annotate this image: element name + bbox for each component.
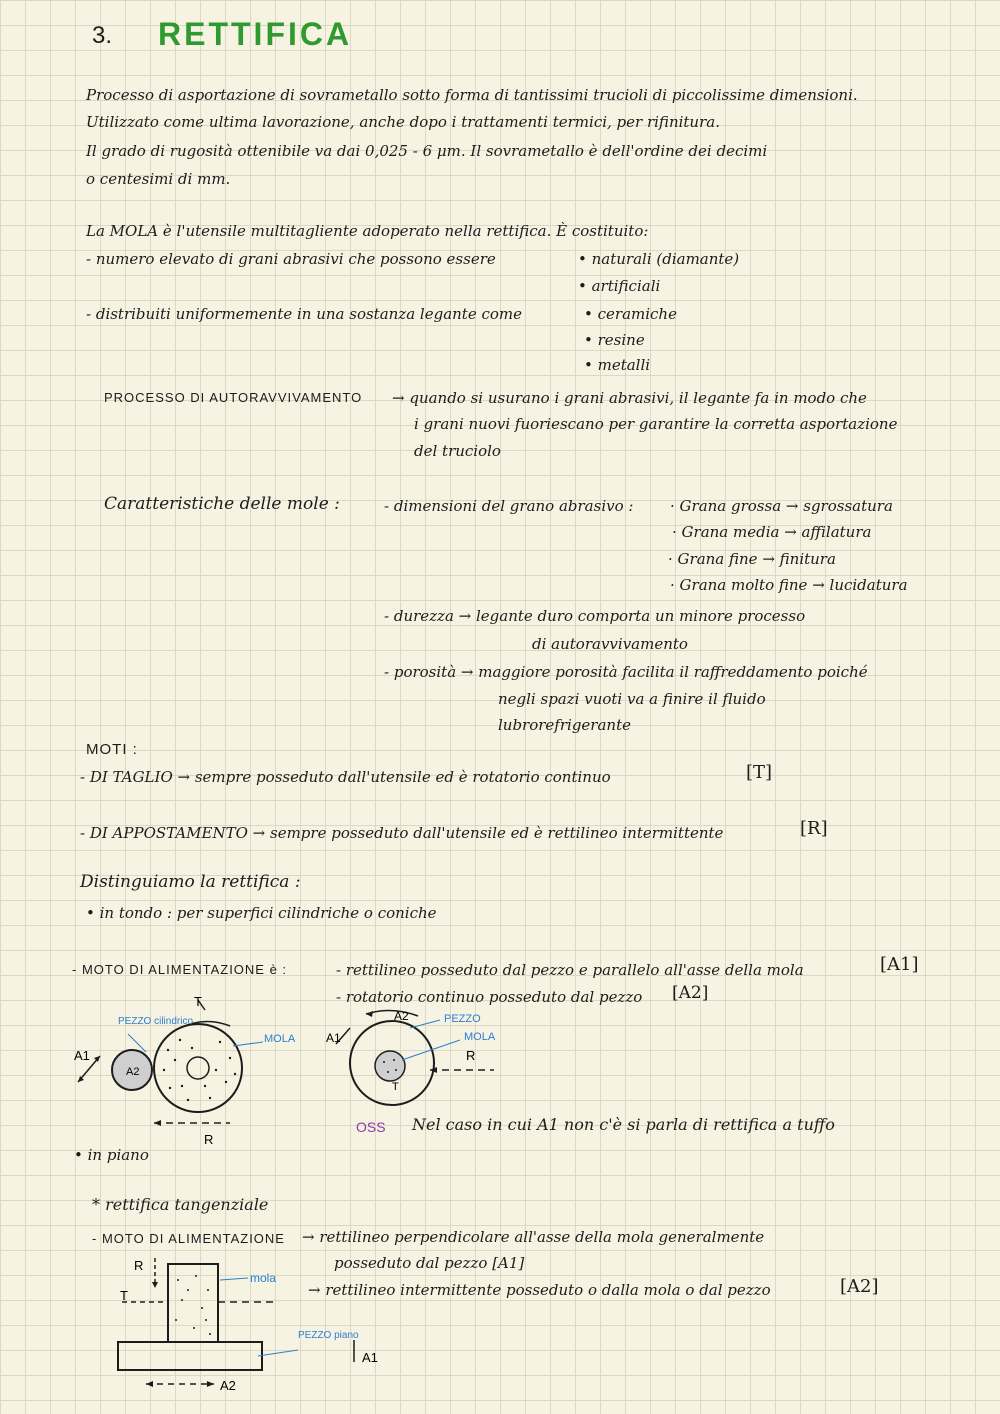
fig2-t-label: T: [392, 1081, 399, 1093]
fig2-a2-label: A2: [394, 1009, 409, 1023]
moti-label: MOTI :: [86, 741, 138, 758]
fig3-r-label: R: [134, 1258, 144, 1273]
oss-label: OSS: [356, 1119, 386, 1135]
fig1-piece-label: PEZZO cilindrico: [118, 1016, 194, 1027]
figure-surface-grinding: [110, 1250, 400, 1400]
tangenziale-line-2: posseduto dal pezzo [A1]: [334, 1254, 525, 1272]
fig3-piece-pointer: [258, 1350, 298, 1356]
grain-size-medium: · Grana media → affilatura: [672, 523, 872, 541]
fig3-piece-label: PEZZO piano: [298, 1330, 359, 1341]
fig1-a1-label: A1: [74, 1048, 90, 1063]
distinguiamo-label: Distinguiamo la rettifica :: [80, 872, 301, 892]
fig1-r-label: R: [204, 1132, 214, 1147]
fig2-mola-label: MOLA: [464, 1031, 496, 1043]
porosita-line-2: negli spazi vuoti va a finire il fluido: [498, 690, 766, 708]
fig1-t-label: T: [194, 994, 202, 1009]
autoravvivamento-line-1: → quando si usurano i grani abrasivi, il legante fa in modo che: [392, 389, 867, 407]
tangenziale-line-3-tag: [A2]: [840, 1276, 879, 1297]
alimentazione-1-tag: [A1]: [880, 954, 919, 975]
binder-metal: • metalli: [584, 356, 651, 374]
oss-text: Nel caso in cui A1 non c'è si parla di rettifica a tuffo: [412, 1115, 835, 1134]
binder-resin: • resine: [584, 331, 645, 349]
grain-size-fine: · Grana fine → finitura: [668, 550, 836, 568]
tangenziale-line-3: → rettilineo intermittente posseduto o dalla mola o dal pezzo: [308, 1281, 771, 1299]
grain-size-coarse: · Grana grossa → sgrossatura: [670, 497, 893, 515]
mola-hub: [187, 1057, 209, 1079]
abrasive-grains: [163, 1039, 236, 1101]
moto-appostamento-tag: [R]: [800, 818, 828, 839]
alimentazione-label: - MOTO DI ALIMENTAZIONE è :: [72, 962, 288, 977]
porosita-line-1: - porosità → maggiore porosità facilita il raffreddamento poiché: [384, 663, 868, 681]
fig3-a1-label: A1: [362, 1350, 378, 1365]
mola-grains: - numero elevato di grani abrasivi che possono essere: [86, 250, 496, 268]
intro-line-1: Processo di asportazione di sovrametallo sotto forma di tantissimi trucioli di piccolissime dimensioni.: [86, 86, 858, 104]
section-number: 3.: [92, 22, 113, 49]
caratteristiche-label: Caratteristiche delle mole :: [104, 494, 340, 514]
fig1-mola-label: MOLA: [264, 1033, 296, 1045]
figure-cylindrical-grinding-internal: [326, 1008, 496, 1118]
mola-disc: [154, 1024, 242, 1112]
fig2-a1-label: A1: [326, 1031, 341, 1045]
fig3-t-label: T: [120, 1288, 128, 1303]
mola-binder: - distribuiti uniformemente in una sostanza legante come: [86, 305, 523, 323]
autoravvivamento-label: PROCESSO DI AUTORAVVIVAMENTO: [104, 390, 363, 405]
alimentazione-2: - rotatorio continuo posseduto dal pezzo: [336, 988, 643, 1006]
a2-arrow-head: [366, 1011, 373, 1017]
fig3-piece-rect: [118, 1342, 262, 1370]
fig3-r-arrow-head: [152, 1282, 158, 1288]
fig2-mola-pointer: [402, 1040, 460, 1060]
fig3-a2-label: A2: [220, 1378, 236, 1393]
fig2-r-label: R: [466, 1048, 476, 1063]
alimentazione-2-tag: [A2]: [672, 983, 709, 1003]
fig3-a2-head-right: [207, 1381, 214, 1387]
internal-mola: [375, 1051, 405, 1081]
intro-line-4: o centesimi di mm.: [86, 170, 231, 188]
mola-definition: La MOLA è l'utensile multitagliente adoperato nella rettifica. È costituito:: [86, 222, 649, 240]
moto-appostamento: - DI APPOSTAMENTO → sempre posseduto dall'utensile ed è rettilineo intermittente: [80, 824, 724, 842]
fig3-a2-head-left: [146, 1381, 153, 1387]
caratteristiche-dimension: - dimensioni del grano abrasivo :: [384, 497, 634, 515]
figure-cylindrical-grinding-external: [70, 990, 310, 1150]
grain-size-very-fine: · Grana molto fine → lucidatura: [670, 576, 908, 594]
grain-type-natural: • naturali (diamante): [578, 250, 740, 268]
mola-pointer: [233, 1042, 263, 1046]
tangenziale-label: * rettifica tangenziale: [92, 1195, 269, 1214]
durezza-line-1: - durezza → legante duro comporta un minore processo: [384, 607, 806, 625]
alimentazione-1: - rettilineo posseduto dal pezzo e parallelo all'asse della mola: [336, 961, 804, 979]
fig3-mola-pointer: [220, 1278, 248, 1280]
intro-line-2: Utilizzato come ultima lavorazione, anche dopo i trattamenti termici, per rifinitura.: [86, 113, 720, 131]
fig3-mola-label: mola: [250, 1271, 277, 1285]
tangenziale-line-1: → rettilineo perpendicolare all'asse della mola generalmente: [302, 1228, 765, 1246]
porosita-line-3: lubrorefrigerante: [498, 716, 631, 734]
fig3-mola-rect: [168, 1264, 218, 1342]
rettifica-in-piano: • in piano: [74, 1146, 149, 1164]
a2-arrow: [366, 1010, 418, 1016]
fig2-piece-label: PEZZO: [444, 1013, 481, 1025]
page-title: RETTIFICA: [158, 16, 353, 52]
fig1-a2-label: A2: [126, 1066, 140, 1078]
autoravvivamento-line-2: i grani nuovi fuoriescano per garantire la corretta asportazione: [414, 415, 898, 433]
rettifica-in-tondo: • in tondo : per superfici cilindriche o coniche: [86, 904, 437, 922]
moto-taglio-tag: [T]: [746, 762, 773, 783]
moto-taglio: - DI TAGLIO → sempre posseduto dall'utensile ed è rotatorio continuo: [80, 768, 611, 786]
fig3-grains: [175, 1275, 211, 1335]
binder-ceramic: • ceramiche: [584, 305, 677, 323]
autoravvivamento-line-3: del truciolo: [414, 442, 501, 460]
durezza-line-2: di autoravvivamento: [532, 635, 688, 653]
r-arrow-head: [154, 1120, 161, 1126]
fig2-piece-pointer: [410, 1020, 440, 1028]
tangenziale-alim-label: - MOTO DI ALIMENTAZIONE: [92, 1231, 285, 1246]
grain-type-artificial: • artificiali: [578, 277, 661, 295]
intro-line-3: Il grado di rugosità ottenibile va dai 0,025 - 6 μm. Il sovrametallo è dell'ordine dei decimi: [86, 142, 768, 160]
